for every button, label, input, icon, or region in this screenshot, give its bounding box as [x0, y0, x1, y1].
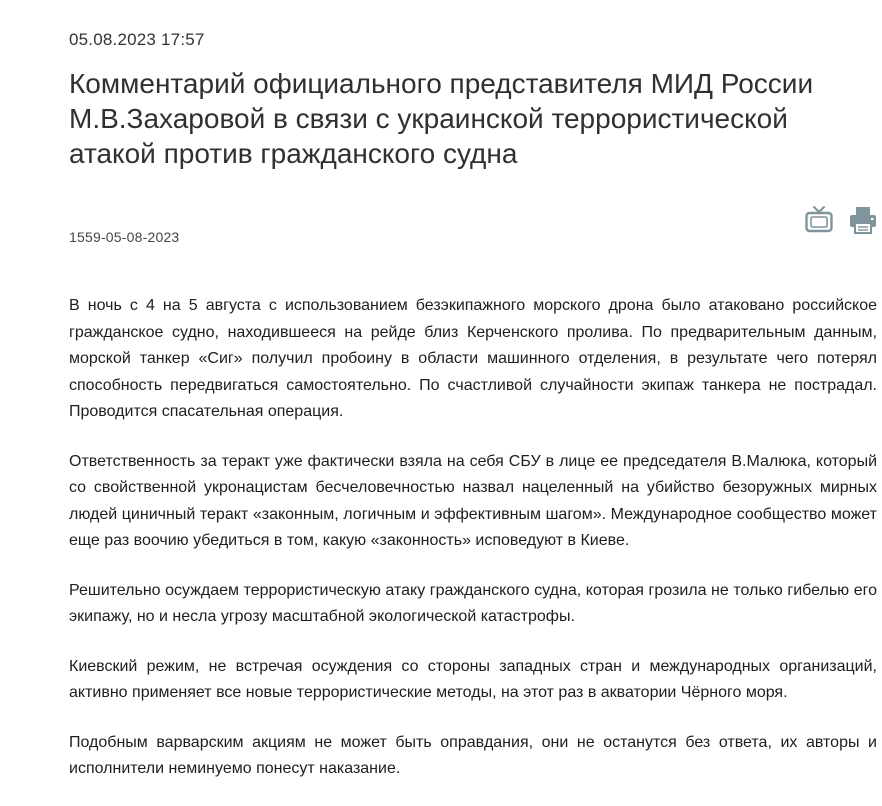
article-actions [804, 205, 878, 235]
article-paragraph: Ответственность за теракт уже фактически взяла на себя СБУ в лице ее председателя В.Малюка, который со свойственной укронацистам бесчеловечностью назвал нацеленный на убийство безоружных мирных людей циничный теракт «законным, логичным и эффективным шагом». Международное сообщество может еще раз воочию убедиться в том, какую «законность» исповедуют в Киеве. [69, 452, 877, 549]
article-paragraph: Киевский режим, не встречая осуждения со стороны западных стран и международных организаций, активно применяет все новые террористические методы, на этот раз в акватории Чёрного моря. [69, 657, 877, 701]
article-body [69, 293, 877, 806]
publication-date: 05.08.2023 17:57 [69, 30, 205, 49]
tv-icon[interactable] [804, 205, 834, 235]
print-icon[interactable] [848, 205, 878, 235]
article-paragraph: В ночь с 4 на 5 августа с использованием безэкипажного морского дрона было атаковано российское гражданское судно, находившееся на рейде близ Керченского пролива. По предварительным данным, морской танкер «Сиг» получил пробоину в области машинного отделения, в результате чего потерял способность передвигаться самостоятельно. По счастливой случайности экипаж танкера не пострадал. Проводится спасательная операция. [69, 297, 877, 420]
page-title: Комментарий официального представителя МИД России М.В.Захаровой в связи с украинской террористической атакой против гражданского судна [69, 68, 814, 169]
document-id: 1559-05-08-2023 [69, 229, 180, 245]
article-paragraph: Подобным варварским акциям не может быть оправдания, они не останутся без ответа, их авторы и исполнители неминуемо понесут наказание. [69, 733, 877, 777]
article-paragraph: Решительно осуждаем террористическую атаку гражданского судна, которая грозила не только гибелью его экипажу, но и несла угрозу масштабной экологической катастрофы. [69, 581, 877, 625]
